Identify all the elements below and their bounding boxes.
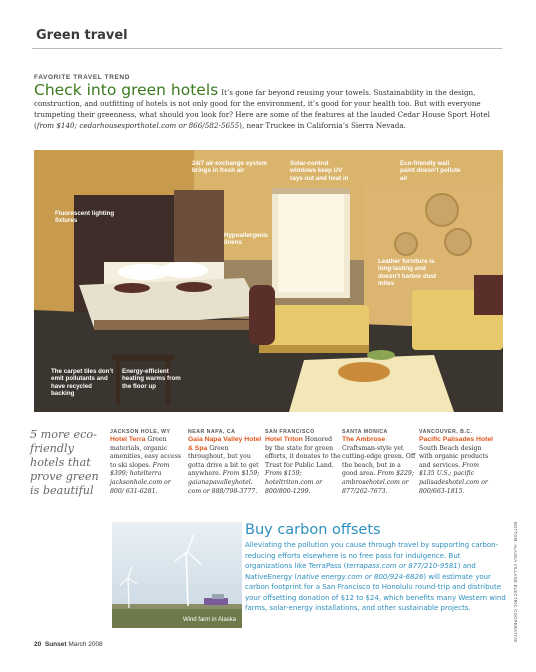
hotel-location: VANCOUVER, B.C. [419, 429, 473, 435]
hotel-contact: From $135 U.S.; pacific palisadeshotel.com or 800/663-1815. [419, 461, 488, 495]
terrapass-contact: terrapass.com or 877/210-9581 [346, 562, 458, 570]
hotel-contact: From $159; gaianapavalleyhotel. com or 888/798-3777. [188, 470, 260, 495]
hotel-item [188, 428, 264, 496]
callout-linens: Hypoallergenic linens [224, 232, 269, 247]
hotel-contact: From $399; hotelterra jacksonhole.com or 800/ 631-6281. [110, 461, 171, 495]
hotel-location: SANTA MONICA [342, 429, 388, 435]
hotel-desc: Green throughout, but you gotta drive a bit to get anywhere. [188, 444, 259, 478]
hotel-name: Hotel Terra [110, 436, 146, 443]
page-folio [34, 641, 103, 648]
hotel-item [342, 428, 418, 496]
offsets-title: Buy carbon offsets [245, 522, 381, 538]
section-rule [32, 48, 502, 49]
article-headline: Check into green hotels [34, 81, 219, 99]
wind-farm-photo [112, 522, 242, 628]
hotel-room-photo [34, 150, 503, 412]
section-title: Green travel [36, 28, 128, 43]
callout-carpet: The carpet tiles don’t emit pollutants and have recycled backing [51, 368, 114, 398]
intro-text-end: ), near Truckee in California’s Sierra Nevada. [239, 121, 406, 130]
offsets-body-text: ) will estimate your carbon footprint for a San Francisco to Honolulu round-trip and distribute your offsetting donation of $12 to $24, which benefits many Western wind farms, solar-energy installations, and other sustainable projects. [245, 572, 506, 612]
hotel-name: Hotel Triton [265, 436, 303, 443]
wind-photo-caption: Wind farm in Alaska [182, 617, 236, 623]
hotel-contact: From $229; ambrosehotel.com or 877/262-7673. [342, 470, 414, 495]
photo-credit: BOTTOM: ALASKA VILLAGE ELECTRIC COOPERATIVE [513, 522, 518, 643]
callout-air-exchange: 24/7 air-exchange system brings in fresh air [192, 160, 267, 175]
offsets-body-text: Alleviating the pollution you cause through travel by supporting carbon-reducing efforts elsewhere is no free pass for indulgence. But organizations like TerraPass ( [245, 541, 499, 570]
hotel-desc: Honored by the state for green efforts, it donates to the Trust for Public Land. [265, 436, 341, 469]
callout-fluorescent: Fluorescent lighting fixtures [55, 210, 115, 225]
hotel-desc: Craftsman-style yet cutting-edge green. Off the beach, but in a good area. [342, 444, 416, 478]
nativeenergy-contact: native energy.com or 800/924-6826 [297, 572, 424, 581]
hotel-item [419, 428, 495, 496]
hotel-name: Gaia Napa Valley Hotel & Spa [188, 436, 262, 452]
hotel-desc: South Beach design with organic products and services. [419, 444, 489, 469]
magazine-name: Sunset [44, 641, 67, 648]
hotel-contact: From $159; hoteltriton.com or 800/800-1299. [265, 470, 323, 495]
intro-text: It’s gone far beyond reusing your towels. Sustainability in the design, construction, and outfitting of hotels is not only good for the environment, it’s good for your health too. But with everyone trumpeting their greenness, what should you look for? Here are some of the features at the lauded Cedar House Sport Hotel ( [34, 88, 490, 130]
offsets-body [245, 540, 507, 614]
hotel-location: SAN FRANCISCO [265, 429, 315, 435]
hotel-location: NEAR NAPA, CA [188, 429, 236, 435]
callout-solar-windows: Solar-control windows keep UV rays out and heat in [290, 160, 349, 182]
issue-date: March 2008 [68, 641, 103, 648]
hotel-location: JACKSON HOLE, WY [110, 429, 171, 435]
callout-leather: Leather furniture is long-lasting and doesn’t harbor dust mites [378, 258, 437, 288]
hotel-item [265, 428, 341, 496]
hotel-item [110, 428, 186, 496]
offsets-body-text: ) and NativeEnergy ( [245, 562, 476, 581]
article-kicker: FAVORITE TRAVEL TREND [34, 74, 131, 81]
callout-wall-paint: Eco-friendly wall paint doesn’t pollute air [400, 160, 461, 182]
hotel-name: The Ambrose [342, 436, 386, 443]
article-intro [34, 82, 504, 131]
hotel-desc: Green materials, organic amenities, easy access to ski slopes. [110, 436, 182, 469]
page-number: 20 [34, 641, 42, 648]
intro-contact: from $140; cedarhousesporthotel.com or 866/582-5655 [36, 121, 240, 130]
hotel-name: Pacific Palisades Hotel [419, 436, 494, 443]
callout-heating: Energy-efficient heating warms from the floor up [122, 368, 181, 390]
more-hotels-quote: 5 more eco-friendly hotels that prove green is beautiful [30, 428, 99, 497]
